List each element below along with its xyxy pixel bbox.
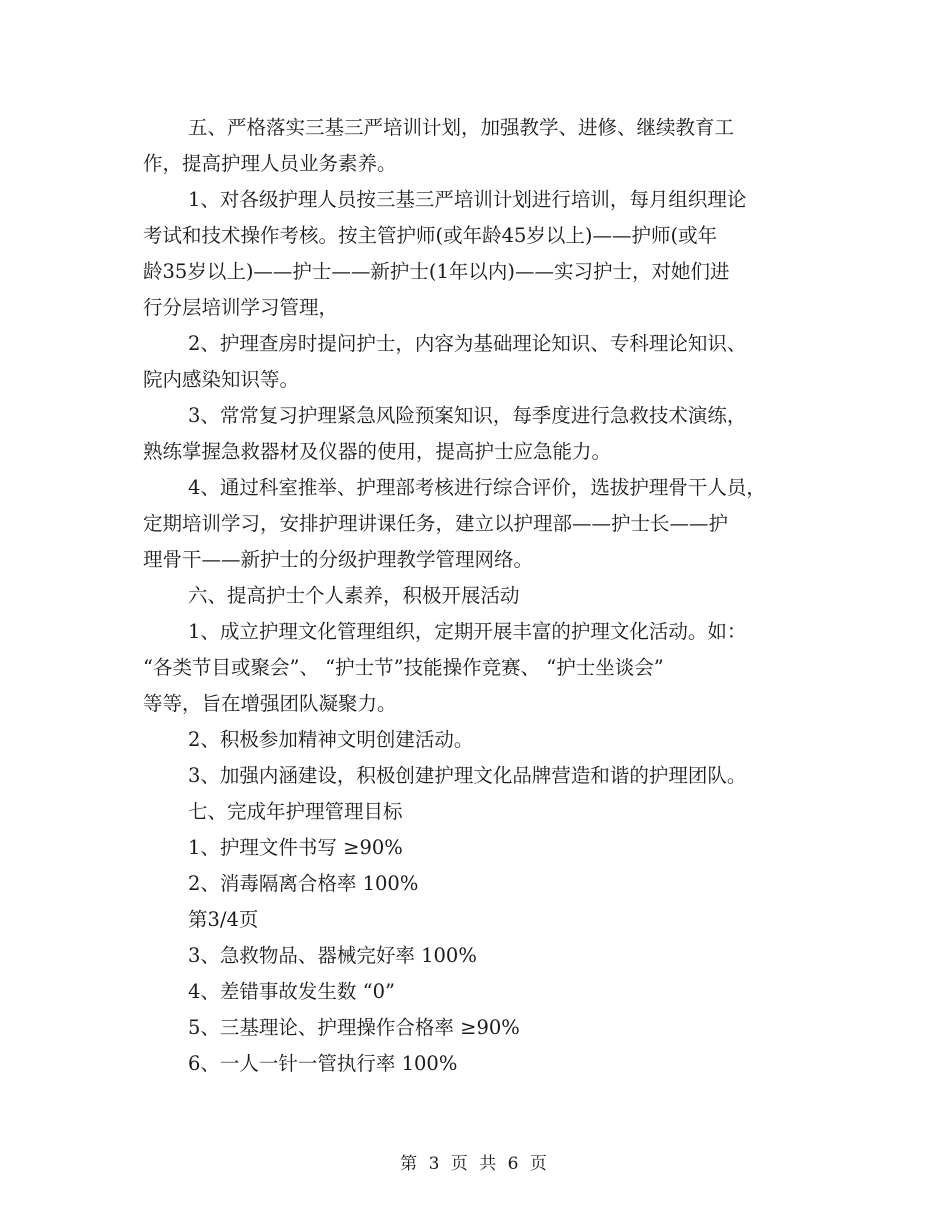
text-line: 考试和技术操作考核。按主管护师(或年龄45岁以上)——护师(或年 (143, 224, 718, 247)
paragraph-item-5-3 (143, 398, 813, 470)
text-line: 定期培训学习，安排护理讲课任务，建立以护理部——护士长——护 (143, 512, 729, 535)
paragraph-item-5-2 (143, 326, 813, 398)
paragraph-goal-4 (143, 974, 813, 1010)
text-line: 院内感染知识等。 (143, 368, 300, 391)
document-body (143, 110, 813, 1082)
paragraph-item-5-4 (143, 470, 813, 578)
text-line: 第3/4页 (188, 908, 259, 931)
text-line: 1、成立护理文化管理组织，定期开展丰富的护理文化活动。如： (188, 620, 747, 643)
text-line: 熟练掌握急救器材及仪器的使用，提高护士应急能力。 (143, 440, 612, 463)
paragraph-item-6-3 (143, 758, 813, 794)
text-line: 1、护理文件书写 ≥90% (188, 836, 403, 859)
text-line: 理骨干——新护士的分级护理教学管理网络。 (143, 548, 534, 571)
paragraph-item-6-2 (143, 722, 813, 758)
paragraph-goal-6 (143, 1046, 813, 1082)
text-line: 2、护理查房时提问护士，内容为基础理论知识、专科理论知识、 (188, 332, 747, 355)
paragraph-section-6-heading (143, 578, 813, 614)
paragraph-item-5-1 (143, 182, 813, 326)
text-line: 4、差错事故发生数 “0” (188, 980, 395, 1003)
text-line: 4、通过科室推举、护理部考核进行综合评价，选拔护理骨干人员， (188, 476, 766, 499)
paragraph-goal-2 (143, 866, 813, 902)
text-line: 5、三基理论、护理操作合格率 ≥90% (188, 1016, 520, 1039)
paragraph-goal-5 (143, 1010, 813, 1046)
paragraph-item-6-1 (143, 614, 813, 722)
text-line: 1、对各级护理人员按三基三严培训计划进行培训，每月组织理论 (188, 188, 747, 211)
paragraph-section-7-heading (143, 794, 813, 830)
paragraph-inline-page-marker (143, 902, 813, 938)
text-line: 作，提高护理人员业务素养。 (143, 152, 397, 175)
paragraph-goal-1 (143, 830, 813, 866)
text-line: 龄35岁以上)——护士——新护士(1年以内)——实习护士，对她们进 (143, 260, 730, 283)
text-line: 3、急救物品、器械完好率 100% (188, 944, 477, 967)
text-line: 等等，旨在增强团队凝聚力。 (143, 692, 397, 715)
text-line: 3、常常复习护理紧急风险预案知识，每季度进行急救技术演练， (188, 404, 747, 427)
paragraph-goal-3 (143, 938, 813, 974)
text-line: 五、严格落实三基三严培训计划，加强教学、进修、继续教育工 (188, 116, 735, 139)
text-line: 3、加强内涵建设，积极创建护理文化品牌营造和谐的护理团队。 (188, 764, 747, 787)
text-line: 七、完成年护理管理目标 (188, 800, 403, 823)
page-footer: 第 3 页 共 6 页 (400, 1154, 550, 1174)
text-line: 行分层培训学习管理， (143, 296, 339, 319)
text-line: 2、消毒隔离合格率 100% (188, 872, 419, 895)
text-line: 2、积极参加精神文明创建活动。 (188, 728, 474, 751)
text-line: 6、一人一针一管执行率 100% (188, 1052, 458, 1075)
paragraph-section-5-heading (143, 110, 813, 182)
text-line: “各类节目或聚会”、 “护士节”技能操作竞赛、 “护士坐谈会” (143, 656, 664, 679)
text-line: 六、提高护士个人素养，积极开展活动 (188, 584, 520, 607)
